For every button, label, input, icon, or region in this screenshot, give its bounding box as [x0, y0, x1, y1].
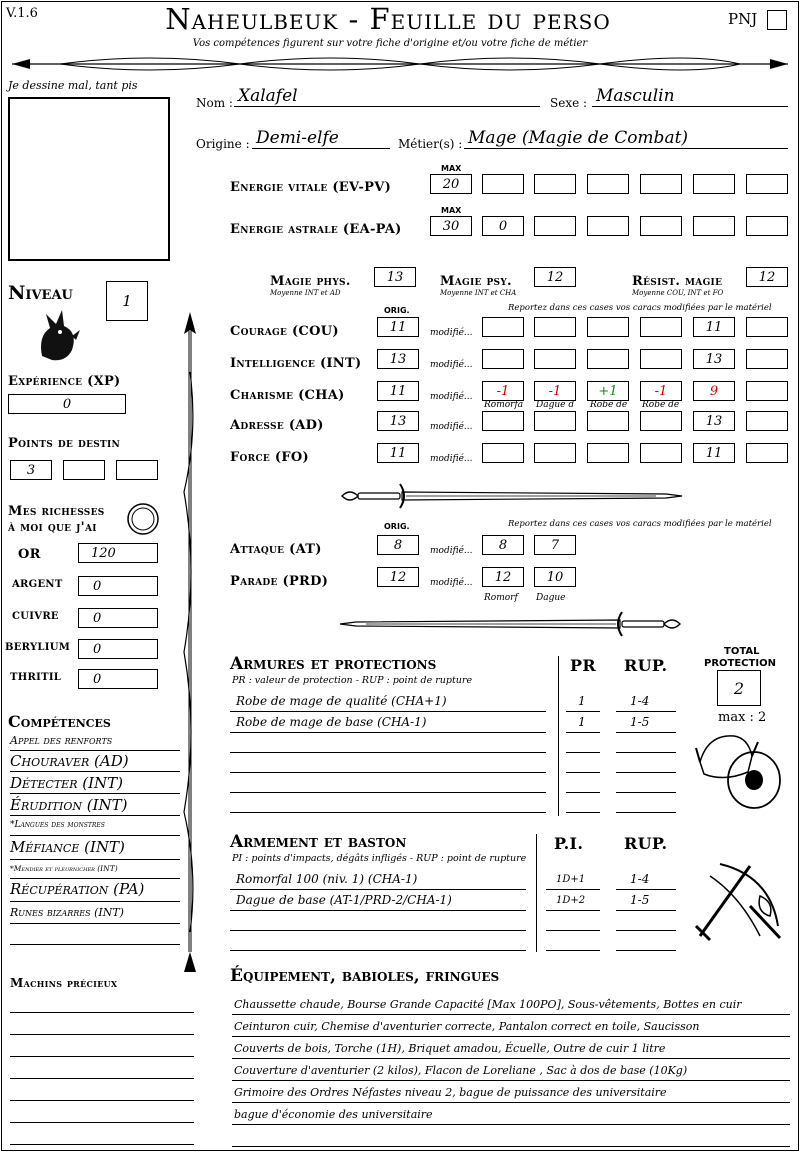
skill-item[interactable]: Runes bizarres (INT) [10, 906, 180, 924]
armure-pr-line [566, 711, 600, 712]
xp-label: Expérience (XP) [8, 374, 121, 389]
max-protection: max : 2 [718, 710, 767, 725]
arme-row-rup[interactable]: 1-4 [630, 872, 650, 886]
ev-box-6[interactable] [693, 174, 735, 194]
parade-orig-box[interactable]: 12 [377, 567, 419, 587]
charisme-src-3: Robe de [590, 400, 628, 410]
armures-note: PR : valeur de protection - RUP : point de rupture [232, 675, 473, 686]
combat-orig-label: ORIG. [384, 522, 410, 531]
ea-current-box[interactable]: 0 [482, 216, 524, 236]
armure-line [230, 792, 546, 793]
attaque-modifie: modifié... [430, 546, 473, 556]
combat-src-2: Dague [536, 593, 566, 603]
force-label: Force (FO) [230, 450, 309, 465]
equipement-line[interactable]: Chaussette chaude, Bourse Grande Capacité [Max 100PO], Sous-vêtements, Bottes en cuir [232, 994, 790, 1015]
arme-pi-line [546, 950, 600, 951]
berylium-label: BERYLIUM [5, 642, 71, 653]
sword-icon [336, 478, 686, 514]
equipement-line[interactable] [232, 1126, 790, 1147]
courage-final-box[interactable]: 11 [693, 317, 735, 337]
armure-pr-line [566, 752, 600, 753]
helmet-shield-icon [694, 726, 786, 812]
equipement-line[interactable]: Couverts de bois, Torche (1H), Briquet amadou, Écuelle, Outre de cuir 1 litre [232, 1038, 790, 1059]
intelligence-mod-3[interactable] [587, 349, 629, 369]
ea-max-box[interactable]: 30 [430, 216, 472, 236]
skill-item[interactable]: Appel des renforts [10, 734, 180, 751]
courage-mod-4[interactable] [640, 317, 682, 337]
adresse-mod-2[interactable] [534, 411, 576, 431]
destin-box-2[interactable] [63, 460, 105, 480]
equipement-title: Équipement, babioles, fringues [230, 966, 500, 986]
armement-note: PI : points d'impacts, dégâts infligés - RUP : point de rupture [232, 853, 527, 864]
equipement-line[interactable]: bague d'économie des universitaire [232, 1104, 790, 1125]
charisme-mod-4[interactable]: -1 [640, 381, 682, 401]
competences-label: Compétences [8, 712, 111, 731]
ea-box-7[interactable] [746, 216, 788, 236]
adresse-label: Adresse (AD) [230, 418, 324, 433]
armure-pr-line [566, 792, 600, 793]
thritil-box[interactable]: 0 [78, 669, 158, 689]
armure-row-name[interactable]: Robe de mage de qualité (CHA+1) [236, 694, 447, 708]
machins-line [10, 1100, 194, 1101]
armure-rup-line [616, 812, 676, 813]
ev-box-3[interactable] [534, 174, 576, 194]
arme-line [230, 950, 526, 951]
origine-label: Origine : [196, 137, 250, 151]
parade-label: Parade (PRD) [230, 574, 329, 589]
force-orig-box[interactable]: 11 [377, 443, 419, 463]
machins-line [10, 1144, 194, 1145]
skill-item[interactable]: Récupération (PA) [10, 880, 180, 902]
ev-box-2[interactable] [482, 174, 524, 194]
cuivre-box[interactable]: 0 [78, 608, 158, 628]
courage-orig-box[interactable]: 11 [377, 317, 419, 337]
niveau-box[interactable]: 1 [106, 281, 148, 321]
pnj-checkbox[interactable] [767, 10, 787, 30]
adresse-mod-4[interactable] [640, 411, 682, 431]
argent-label: ARGENT [12, 579, 63, 590]
adresse-mod-3[interactable] [587, 411, 629, 431]
caracs-note: Reportez dans ces cases vos caracs modifiées par le matériel [508, 303, 772, 313]
thritil-label: THRITIL [10, 672, 62, 683]
parade-mod-2[interactable]: 10 [534, 567, 576, 587]
armement-rup-header: RUP. [624, 834, 668, 853]
ea-box-4[interactable] [587, 216, 629, 236]
armures-col-divider [558, 656, 559, 816]
armement-title: Armement et baston [230, 832, 407, 852]
armures-rup-header: RUP. [624, 656, 668, 675]
armure-pr-line [566, 812, 600, 813]
charisme-orig-box[interactable]: 11 [377, 381, 419, 401]
arme-row-rup[interactable]: 1-5 [630, 893, 650, 907]
charisme-mod-1[interactable]: -1 [482, 381, 524, 401]
destin-label: Points de destin [8, 436, 121, 451]
dragon-icon [32, 306, 82, 364]
force-modifie: modifié... [430, 454, 473, 464]
adresse-mod-6[interactable] [746, 411, 788, 431]
destin-box-1[interactable]: 3 [10, 460, 52, 480]
resist-magie-label: Résist. magie [632, 274, 723, 289]
destin-box-3[interactable] [116, 460, 158, 480]
total-protection-label-2: PROTECTION [704, 658, 776, 669]
xp-box[interactable]: 0 [8, 394, 126, 414]
armement-pi-header: P.I. [554, 834, 584, 853]
skill-blank-line [10, 944, 180, 945]
or-box[interactable]: 120 [78, 543, 158, 563]
armure-line [230, 752, 546, 753]
attaque-mod-1[interactable]: 8 [482, 535, 524, 555]
armure-line [230, 732, 546, 733]
armure-rup-line [616, 732, 676, 733]
force-mod-1[interactable] [482, 443, 524, 463]
origine-field[interactable]: Demi-elfe [252, 128, 390, 149]
armures-title: Armures et protections [230, 654, 437, 674]
ea-box-3[interactable] [534, 216, 576, 236]
intelligence-mod-6[interactable] [746, 349, 788, 369]
ev-max-label: MAX [441, 164, 462, 173]
spear-icon [178, 312, 202, 972]
charisme-modifie: modifié... [430, 392, 473, 402]
machins-line [10, 1012, 194, 1013]
magie-psy-note: Moyenne INT et CHA [440, 289, 517, 297]
armure-rup-line [616, 792, 676, 793]
armure-pr-line [566, 732, 600, 733]
equipement-line[interactable]: Grimoire des Ordres Néfastes niveau 2, bague de puissance des universitaire [232, 1082, 790, 1103]
arme-pi-line [546, 930, 600, 931]
adresse-orig-box[interactable]: 13 [377, 411, 419, 431]
ev-box-7[interactable] [746, 174, 788, 194]
ev-box-5[interactable] [640, 174, 682, 194]
attaque-mod-2[interactable]: 7 [534, 535, 576, 555]
coin-icon [126, 502, 160, 536]
skill-item[interactable]: *Langues des monstres [10, 820, 180, 836]
machins-line [10, 1078, 194, 1079]
arme-rup-line [616, 889, 676, 890]
armure-row-pr[interactable]: 1 [578, 694, 586, 708]
charisme-label: Charisme (CHA) [230, 388, 345, 403]
richesses-label-2: à moi que j'ai [8, 520, 97, 535]
attaque-label: Attaque (AT) [230, 542, 322, 557]
intelligence-modifie: modifié... [430, 360, 473, 370]
pnj-label: PNJ [728, 10, 758, 28]
machins-line [10, 1034, 194, 1035]
version-label: V.1.6 [6, 6, 38, 21]
skill-item[interactable]: Détecter (INT) [10, 774, 180, 794]
parade-mod-1[interactable]: 12 [482, 567, 524, 587]
total-protection-box[interactable]: 2 [717, 670, 761, 706]
machins-label: Machins précieux [10, 976, 118, 990]
intelligence-final-box[interactable]: 13 [693, 349, 735, 369]
arme-rup-line [616, 910, 676, 911]
arme-line [230, 889, 526, 890]
armures-pr-header: PR [570, 656, 596, 675]
niveau-label: Niveau [8, 282, 73, 304]
magie-phys-box[interactable]: 13 [374, 267, 416, 287]
arme-row-pi[interactable]: 1D+2 [556, 895, 586, 906]
ea-label: Energie astrale (EA-PA) [230, 222, 402, 237]
skill-item[interactable]: *Mendier et pleurnicher (INT) [10, 864, 180, 879]
ea-max-label: MAX [441, 206, 462, 215]
resist-magie-box[interactable]: 12 [746, 267, 788, 287]
cuivre-label: CUIVRE [12, 611, 59, 622]
argent-box[interactable]: 0 [78, 576, 158, 596]
arme-row-name[interactable]: Romorfal 100 (niv. 1) (CHA-1) [236, 872, 418, 886]
caracs-orig-label: ORIG. [384, 306, 410, 315]
armure-row-pr[interactable]: 1 [578, 715, 586, 729]
charisme-src-4: Robe de [642, 400, 680, 410]
arme-pi-line [546, 889, 600, 890]
ev-max-box[interactable]: 20 [430, 174, 472, 194]
berylium-box[interactable]: 0 [78, 639, 158, 659]
nom-label: Nom : [196, 96, 233, 110]
metier-label: Métier(s) : [398, 137, 463, 151]
armure-line [230, 711, 546, 712]
combat-src-1: Romorf [484, 593, 518, 603]
magie-psy-label: Magie psy. [440, 274, 512, 289]
adresse-mod-1[interactable] [482, 411, 524, 431]
richesses-label-1: Mes richesses [8, 504, 105, 519]
sexe-label: Sexe : [550, 96, 588, 110]
courage-mod-2[interactable] [534, 317, 576, 337]
charisme-mod-2[interactable]: -1 [534, 381, 576, 401]
or-label: OR [18, 547, 41, 562]
total-protection-label-1: TOTAL [724, 646, 760, 657]
magie-psy-box[interactable]: 12 [534, 267, 576, 287]
arme-rup-line [616, 930, 676, 931]
courage-mod-6[interactable] [746, 317, 788, 337]
metier-field[interactable]: Mage (Magie de Combat) [464, 128, 788, 149]
machins-line [10, 1122, 194, 1123]
force-mod-3[interactable] [587, 443, 629, 463]
force-mod-2[interactable] [534, 443, 576, 463]
charisme-mod-3[interactable]: +1 [587, 381, 629, 401]
sword-2-icon [336, 606, 686, 642]
armure-row-name[interactable]: Robe de mage de base (CHA-1) [236, 715, 427, 729]
header-ornament [0, 50, 800, 78]
intelligence-orig-box[interactable]: 13 [377, 349, 419, 369]
courage-mod-3[interactable] [587, 317, 629, 337]
portrait-caption: Je dessine mal, tant pis [8, 79, 138, 92]
armure-row-rup[interactable]: 1-5 [630, 715, 650, 729]
magie-phys-label: Magie phys. [270, 274, 351, 289]
armure-rup-line [616, 752, 676, 753]
armure-line [230, 812, 546, 813]
ea-box-5[interactable] [640, 216, 682, 236]
armure-rup-line [616, 772, 676, 773]
arme-line [230, 910, 526, 911]
charisme-src-1: Romorfa [484, 400, 524, 410]
page-title: Naheulbeuk - Feuille du perso [165, 2, 611, 36]
adresse-final-box[interactable]: 13 [693, 411, 735, 431]
courage-modifie: modifié... [430, 328, 473, 338]
sexe-field[interactable]: Masculin [592, 86, 788, 107]
intelligence-label: Intelligence (INT) [230, 356, 362, 371]
ev-box-4[interactable] [587, 174, 629, 194]
nom-field[interactable]: Xalafel [234, 86, 540, 107]
armure-line [230, 772, 546, 773]
intelligence-mod-2[interactable] [534, 349, 576, 369]
portrait-box[interactable] [8, 97, 170, 261]
force-mod-6[interactable] [746, 443, 788, 463]
arme-rup-line [616, 950, 676, 951]
armure-rup-line [616, 711, 676, 712]
skill-item[interactable]: Méfiance (INT) [10, 838, 180, 860]
courage-mod-1[interactable] [482, 317, 524, 337]
arme-pi-line [546, 910, 600, 911]
arme-row-pi[interactable]: 1D+1 [556, 874, 586, 885]
courage-label: Courage (COU) [230, 324, 339, 339]
charisme-final-box[interactable]: 9 [693, 381, 735, 401]
equipement-line[interactable]: Ceinturon cuir, Chemise d'aventurier correcte, Pantalon correct en toile, Saucisson [232, 1016, 790, 1037]
charisme-src-2: Dague d [536, 400, 575, 410]
weapons-icon [690, 856, 786, 946]
page-subtitle: Vos compétences figurent sur votre fiche d'origine et/ou votre fiche de métier [192, 38, 588, 49]
force-mod-4[interactable] [640, 443, 682, 463]
force-final-box[interactable]: 11 [693, 443, 735, 463]
armure-row-rup[interactable]: 1-4 [630, 694, 650, 708]
adresse-modifie: modifié... [430, 422, 473, 432]
magie-phys-note: Moyenne INT et AD [270, 289, 341, 297]
charisme-mod-6[interactable] [746, 381, 788, 401]
intelligence-mod-1[interactable] [482, 349, 524, 369]
skill-item[interactable]: Chouraver (AD) [10, 752, 180, 772]
combat-note: Reportez dans ces cases vos caracs modifiées par le matériel [508, 519, 772, 529]
arme-row-name[interactable]: Dague de base (AT-1/PRD-2/CHA-1) [236, 893, 452, 907]
parade-modifie: modifié... [430, 578, 473, 588]
resist-magie-note: Moyenne COU, INT et FO [632, 289, 724, 297]
ea-box-6[interactable] [693, 216, 735, 236]
intelligence-mod-4[interactable] [640, 349, 682, 369]
attaque-orig-box[interactable]: 8 [377, 535, 419, 555]
skill-item[interactable]: Érudition (INT) [10, 796, 180, 816]
equipement-line[interactable]: Couverture d'aventurier (2 kilos), Flacon de Loreliane , Sac à dos de base (10Kg) [232, 1060, 790, 1081]
armement-col-divider [536, 834, 537, 952]
armure-pr-line [566, 772, 600, 773]
arme-line [230, 930, 526, 931]
ev-label: Energie vitale (EV-PV) [230, 180, 392, 195]
machins-line [10, 1056, 194, 1057]
